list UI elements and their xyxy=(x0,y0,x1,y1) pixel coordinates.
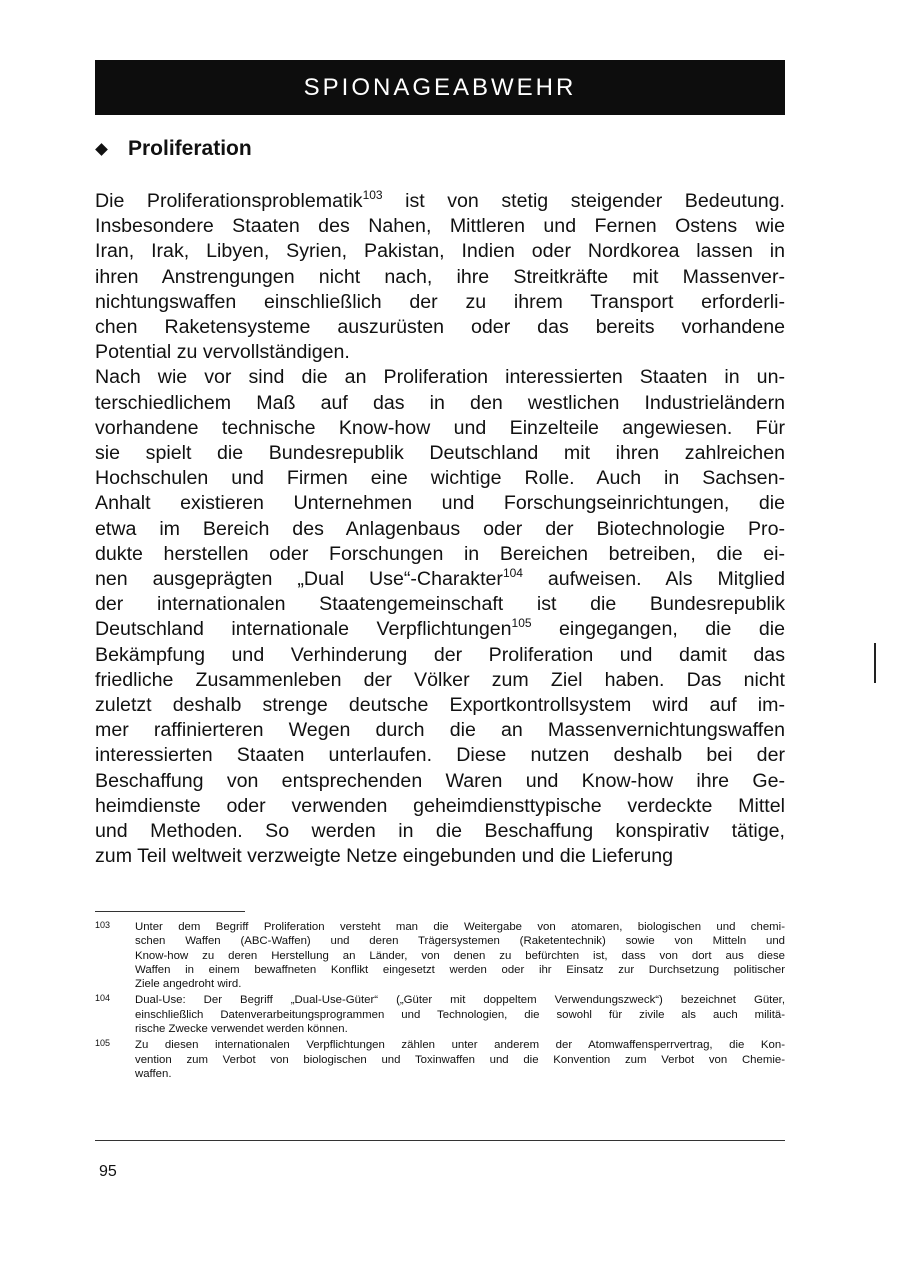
footnote xyxy=(95,1038,785,1081)
footnote-number: 104 xyxy=(95,993,111,1004)
section-heading xyxy=(97,137,252,161)
text-line xyxy=(95,214,785,239)
footnote-line: rische Zwecke verwendet werden können. xyxy=(135,1023,348,1036)
footnote-line: Waffen in einem bewaffneten Konflikt eingesetzt werden oder ihr Einsatz zur Durchsetzung politischer xyxy=(135,963,785,976)
text-line xyxy=(95,844,785,869)
text-run: Potential zu vervollständigen. xyxy=(95,341,350,364)
footnote-separator xyxy=(95,911,245,912)
text-run: aufweisen. Als Mitglied xyxy=(522,568,785,591)
text-line xyxy=(95,365,785,390)
diamond-bullet-icon xyxy=(95,143,108,156)
text-line xyxy=(95,441,785,466)
text-run: eingegangen, die die xyxy=(531,618,785,641)
text-line xyxy=(95,265,785,290)
text-line xyxy=(95,491,785,516)
footnote-line: Ziele angedroht wird. xyxy=(135,978,242,991)
text-run: dukte herstellen oder Forschungen in Bereichen betreiben, die ei- xyxy=(95,542,785,565)
text-run: Insbesondere Staaten des Nahen, Mittleren und Fernen Ostens wie xyxy=(95,215,785,238)
text-run: terschiedlichem Maß auf das in den westlichen Industrieländern xyxy=(95,391,785,414)
text-run: interessierten Staaten unterlaufen. Diese nutzen deshalb bei der xyxy=(95,744,785,767)
text-run: nichtungswaffen einschließlich der zu ihrem Transport erforderli- xyxy=(95,290,785,313)
footnote-ref: 105 xyxy=(511,616,532,631)
text-line xyxy=(95,794,785,819)
text-run: friedliche Zusammenleben der Völker zum Ziel haben. Das nicht xyxy=(95,668,785,691)
text-run: Iran, Irak, Libyen, Syrien, Pakistan, Indien oder Nordkorea lassen in xyxy=(95,240,785,263)
text-line xyxy=(95,643,785,668)
footnote-ref: 103 xyxy=(362,188,383,202)
text-run: etwa im Bereich des Anlagenbaus oder der Biotechnologie Pro- xyxy=(95,517,785,540)
text-run: Anhalt existieren Unternehmen und Forschungseinrichtungen, die xyxy=(95,492,785,515)
text-line xyxy=(95,290,785,315)
body-text xyxy=(95,189,785,869)
text-run: nen ausgeprägten „Dual Use“-Charakter xyxy=(95,568,503,591)
text-run: Beschaffung von entsprechenden Waren und Know-how ihre Ge- xyxy=(95,769,785,792)
text-line xyxy=(95,416,785,441)
chapter-header xyxy=(95,60,785,115)
text-run: sie spielt die Bundesrepublik Deutschland mit ihren zahlreichen xyxy=(95,442,785,465)
text-run: Hochschulen und Firmen eine wichtige Rolle. Auch in Sachsen- xyxy=(95,467,785,490)
text-line xyxy=(95,592,785,617)
footnote-line: waffen. xyxy=(135,1067,172,1080)
text-line xyxy=(95,617,785,642)
section-title: Proliferation xyxy=(128,137,252,160)
footnote-line: Unter dem Begriff Proliferation versteht man die Weitergabe von atomaren, biologischen und chemi- xyxy=(135,921,785,933)
paragraph xyxy=(95,365,785,869)
text-run: zuletzt deshalb strenge deutsche Exportkontrollsystem wird auf im- xyxy=(95,694,785,717)
text-line xyxy=(95,819,785,844)
footnote xyxy=(95,920,785,991)
footnote-number: 103 xyxy=(95,920,111,930)
text-line xyxy=(95,542,785,567)
footnote-line: Dual-Use: Der Begriff „Dual-Use-Güter“ („Güter mit doppeltem Verwendungszweck“) bezeichnet Güter, xyxy=(135,994,785,1007)
text-line xyxy=(95,391,785,416)
text-line xyxy=(95,340,785,365)
text-run: Nach wie vor sind die an Proliferation interessierten Staaten in un- xyxy=(95,366,785,389)
footer-rule xyxy=(95,1140,785,1141)
text-run: Deutschland internationale Verpflichtungen xyxy=(95,618,512,641)
text-run: ihren Anstrengungen nicht nach, ihre Streitkräfte mit Massenver- xyxy=(95,265,785,288)
text-line xyxy=(95,693,785,718)
text-line xyxy=(95,315,785,340)
footnote-line: schen Waffen (ABC-Waffen) und deren Trägersystemen (Raketentechnik) sowie von Mitteln und xyxy=(135,935,785,948)
text-run: Die Proliferationsproblematik xyxy=(95,190,363,212)
paragraph xyxy=(95,189,785,365)
text-run: Bekämpfung und Verhinderung der Proliferation und damit das xyxy=(95,643,785,666)
text-line xyxy=(95,239,785,264)
text-line xyxy=(95,466,785,491)
footnote-line: Zu diesen internationalen Verpflichtungen zählen unter anderem der Atomwaffensperrvertrag, die Kon- xyxy=(135,1039,785,1052)
text-run: chen Raketensysteme auszurüsten oder das bereits vorhandene xyxy=(95,316,785,339)
text-line xyxy=(95,769,785,794)
text-run: der internationalen Staatengemeinschaft ist die Bundesrepublik xyxy=(95,593,785,616)
text-run: heimdienste oder verwenden geheimdiensttypische verdeckte Mittel xyxy=(95,794,785,817)
text-run: vorhandene technische Know-how und Einzelteile angewiesen. Für xyxy=(95,416,785,439)
text-line xyxy=(95,517,785,542)
text-run: mer raffinierteren Wegen durch die an Massenvernichtungswaffen xyxy=(95,719,785,742)
change-bar xyxy=(874,643,876,683)
footnote xyxy=(95,993,785,1036)
footnote-number: 105 xyxy=(95,1038,111,1049)
page-number: 95 xyxy=(99,1163,117,1180)
text-line xyxy=(95,567,785,592)
text-run: und Methoden. So werden in die Beschaffung konspirativ tätige, xyxy=(95,820,785,843)
footnote-line: Know-how zu deren Herstellung an Länder, von denen zu befürchten ist, dass von dort aus diese xyxy=(135,949,785,962)
footnote-line: vention zum Verbot von biologischen und Toxinwaffen und die Konvention zum Verbot von Chemie- xyxy=(135,1053,785,1066)
text-line xyxy=(95,668,785,693)
text-line xyxy=(95,743,785,768)
text-run: zum Teil weltweit verzweigte Netze eingebunden und die Lieferung xyxy=(95,845,674,868)
footnotes xyxy=(95,920,785,1083)
text-line xyxy=(95,718,785,743)
footnote-ref: 104 xyxy=(502,566,523,581)
footnote-line: einschließlich Datenverarbeitungsprogrammen und Technologien, die sowohl für zivile als auch militä- xyxy=(135,1008,785,1021)
text-line xyxy=(95,189,785,214)
text-run: ist von stetig steigender Bedeutung. xyxy=(382,190,785,212)
chapter-title: SPIONAGEABWEHR xyxy=(303,73,577,101)
